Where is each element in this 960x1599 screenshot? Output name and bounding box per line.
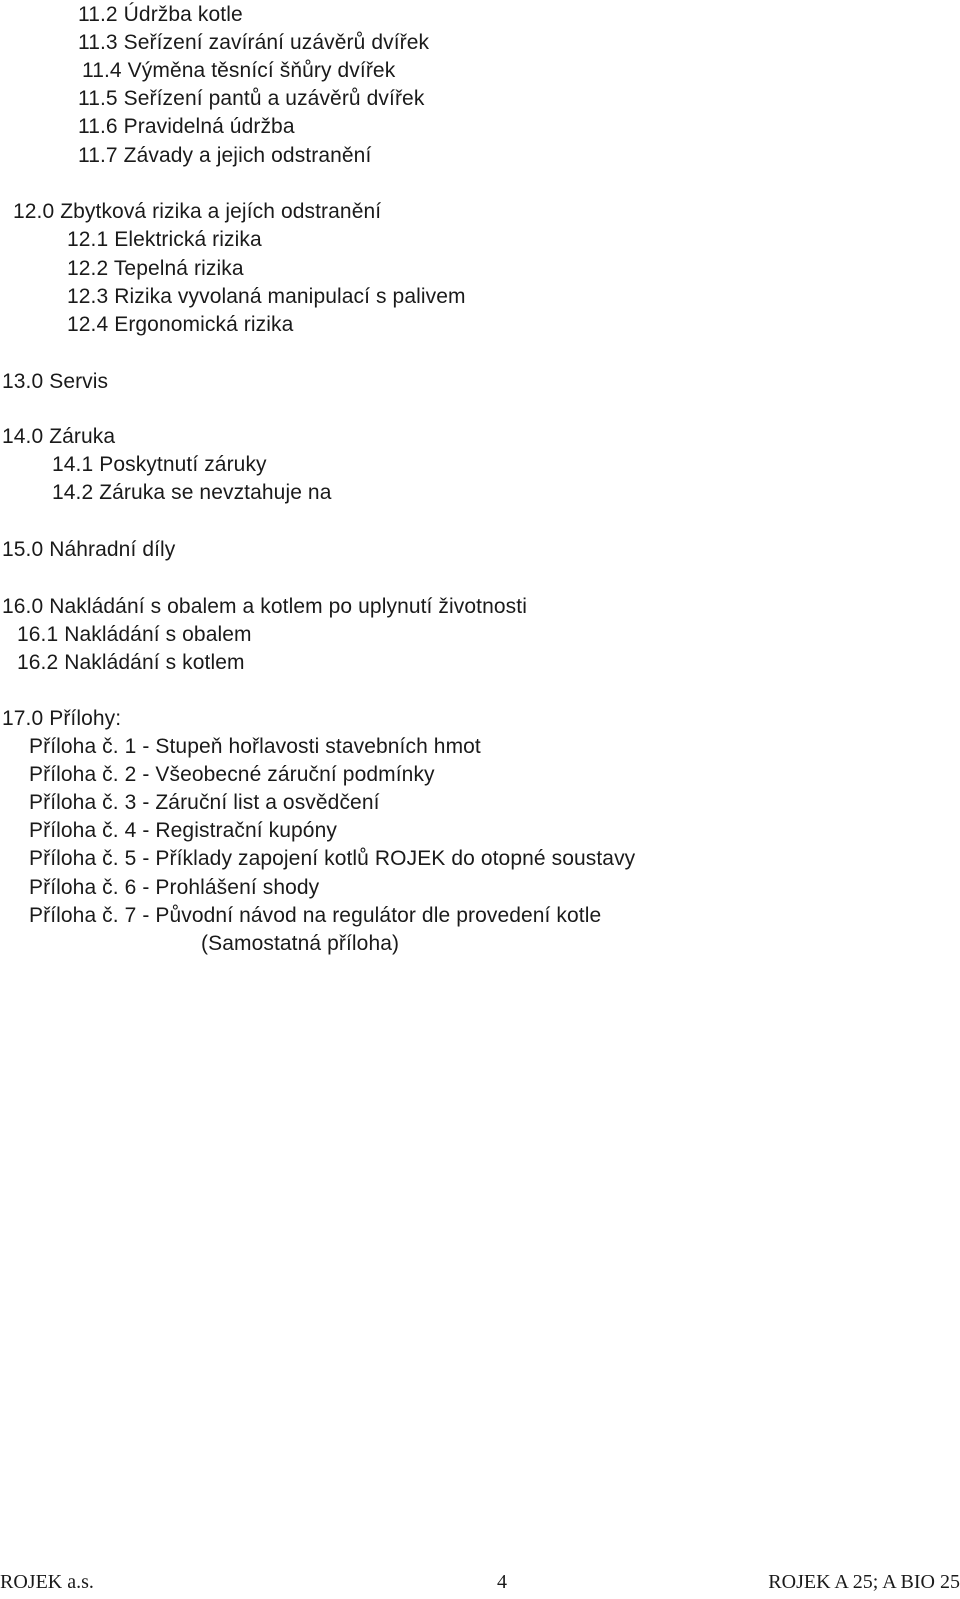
toc-entry-14-1: 14.1 Poskytnutí záruky — [52, 453, 267, 476]
toc-appendix-6: Příloha č. 6 - Prohlášení shody — [29, 876, 320, 899]
toc-entry-12-4: 12.4 Ergonomická rizika — [67, 313, 294, 336]
toc-entry-11-2: 11.2 Údržba kotle — [78, 3, 243, 26]
toc-entry-14-2: 14.2 Záruka se nevztahuje na — [52, 481, 332, 504]
toc-entry-11-6: 11.6 Pravidelná údržba — [78, 115, 295, 138]
toc-entry-15-0: 15.0 Náhradní díly — [2, 538, 176, 561]
toc-entry-12-1: 12.1 Elektrická rizika — [67, 228, 262, 251]
toc-appendix-3: Příloha č. 3 - Záruční list a osvědčení — [29, 791, 380, 814]
toc-entry-12-3: 12.3 Rizika vyvolaná manipulací s palivem — [67, 285, 466, 308]
toc-appendix-7: Příloha č. 7 - Původní návod na regulátor dle provedení kotle — [29, 904, 602, 927]
toc-entry-16-2: 16.2 Nakládání s kotlem — [17, 651, 245, 674]
toc-entry-12-0: 12.0 Zbytková rizika a jejích odstranění — [13, 200, 382, 223]
toc-entry-11-3: 11.3 Seřízení zavírání uzávěrů dvířek — [78, 31, 430, 54]
footer-page-number: 4 — [497, 1571, 507, 1593]
toc-entry-16-0: 16.0 Nakládání s obalem a kotlem po uplynutí životnosti — [2, 595, 527, 618]
toc-entry-13-0: 13.0 Servis — [2, 370, 109, 393]
toc-appendix-1: Příloha č. 1 - Stupeň hořlavosti stavebních hmot — [29, 735, 481, 758]
toc-entry-11-5: 11.5 Seřízení pantů a uzávěrů dvířek — [78, 87, 425, 110]
toc-appendix-7-note: (Samostatná příloha) — [201, 932, 400, 955]
toc-entry-16-1: 16.1 Nakládání s obalem — [17, 623, 252, 646]
toc-entry-11-7: 11.7 Závady a jejich odstranění — [78, 144, 372, 167]
toc-appendix-2: Příloha č. 2 - Všeobecné záruční podmínky — [29, 763, 435, 786]
footer-model: ROJEK A 25; A BIO 25 — [768, 1571, 960, 1593]
toc-appendix-4: Příloha č. 4 - Registrační kupóny — [29, 819, 337, 842]
toc-appendix-5: Příloha č. 5 - Příklady zapojení kotlů ROJEK do otopné soustavy — [29, 847, 636, 870]
footer-company: ROJEK a.s. — [0, 1571, 94, 1593]
toc-entry-12-2: 12.2 Tepelná rizika — [67, 257, 244, 280]
toc-entry-14-0: 14.0 Záruka — [2, 425, 116, 448]
toc-entry-17-0: 17.0 Přílohy: — [2, 707, 122, 730]
toc-entry-11-4: 11.4 Výměna těsnící šňůry dvířek — [82, 59, 396, 82]
